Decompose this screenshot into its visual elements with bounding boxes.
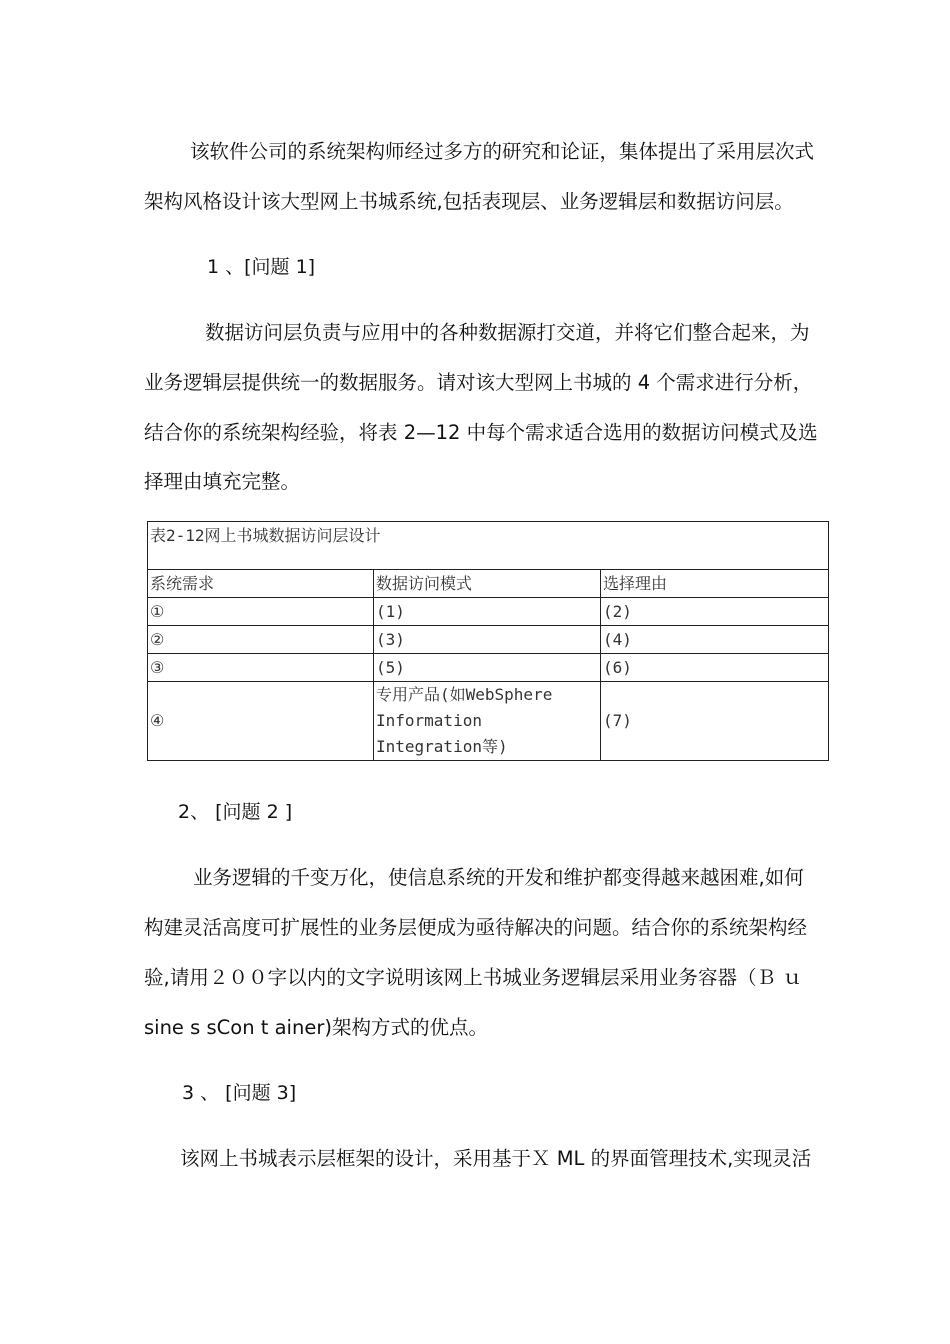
mode-cell [374,682,601,761]
question-1-heading: 1 、[问题 1] [207,256,316,278]
q1-line-4: 择理由填充完整。 [144,470,301,493]
requirement-cell: ④ [148,682,374,761]
table-row [148,626,829,654]
header-system-requirement: 系统需求 [148,570,374,598]
q1-line-1: 数据访问层负责与应用中的各种数据源打交道，并将它们整合起来，为 [205,321,810,344]
table-row [148,598,829,626]
table-row [148,682,829,761]
mode-cell: (3) [374,626,601,654]
reason-cell: (6) [601,654,829,682]
mode-cell-line: Information [376,711,482,730]
q2-line-3: 验,请用２００字以内的文字说明该网上书城业务逻辑层采用业务容器（Ｂ ｕ [144,966,802,989]
q2-line-2: 构建灵活高度可扩展性的业务层便成为亟待解决的问题。结合你的系统架构经 [144,916,808,939]
q2-line-4: sine s sCon t ainer)架构方式的优点。 [144,1016,488,1039]
reason-cell: (4) [601,626,829,654]
table-row [148,654,829,682]
mode-cell-line: 专用产品(如WebSphere [376,685,553,704]
mode-cell-line: Integration等) [376,737,508,756]
q3-line-1: 该网上书城表示层框架的设计，采用基于Ｘ ML 的界面管理技术,实现灵活 [180,1147,812,1170]
requirement-cell: ③ [148,654,374,682]
q1-line-3: 结合你的系统架构经验，将表 2—12 中每个需求适合选用的数据访问模式及选 [144,421,818,444]
mode-cell: (1) [374,598,601,626]
requirement-cell: ① [148,598,374,626]
q1-line-2: 业务逻辑层提供统一的数据服务。请对该大型网上书城的 4 个需求进行分析， [144,371,813,394]
table-caption: 表2-12网上书城数据访问层设计 [148,522,829,570]
reason-cell: (2) [601,598,829,626]
question-2-heading: 2、 [问题 2 ] [178,801,293,823]
requirement-cell: ② [148,626,374,654]
mode-cell: (5) [374,654,601,682]
header-data-access-mode: 数据访问模式 [374,570,601,598]
header-selection-reason: 选择理由 [601,570,829,598]
question-3-heading: 3 、 [问题 3] [182,1082,297,1104]
intro-line-1: 该软件公司的系统架构师经过多方的研究和论证，集体提出了采用层次式 [190,140,815,163]
q2-line-1: 业务逻辑的千变万化，使信息系统的开发和维护都变得越来越困难,如何 [193,866,804,889]
intro-line-2: 架构风格设计该大型网上书城系统,包括表现层、业务逻辑层和数据访问层。 [144,190,794,213]
reason-cell: (7) [601,682,829,761]
data-access-design-table [147,521,829,761]
